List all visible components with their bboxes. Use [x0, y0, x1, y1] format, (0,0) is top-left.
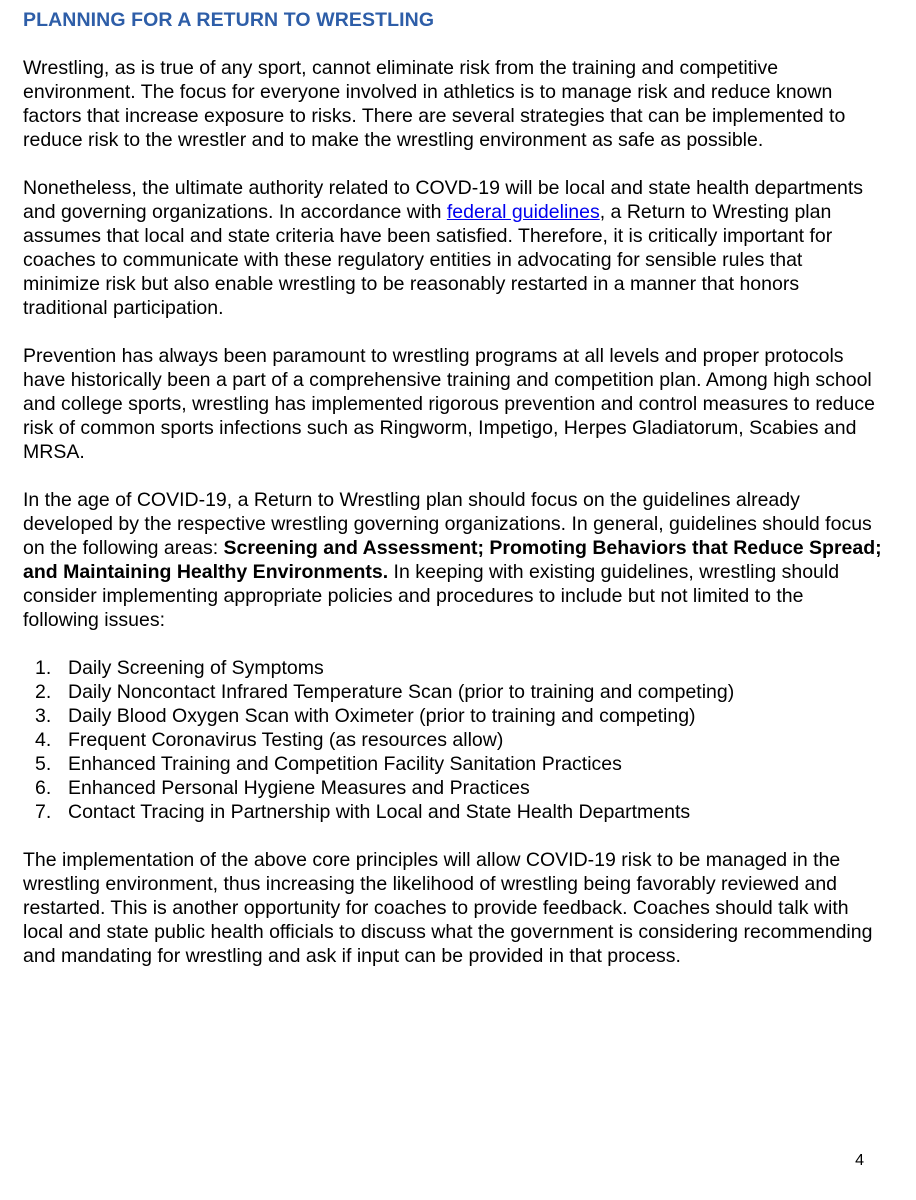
paragraph-prevention: Prevention has always been paramount to wrestling programs at all levels and proper protocols have historically been a part of a comprehensive training and competition plan. Among high school and college sports, wrestling has implemented rigorous prevention and control measures to reduce risk of common sports infections such as Ringworm, Impetigo, Herpes Gladiatorum, Scabies and MRSA.	[23, 345, 875, 463]
page-number: 4	[855, 1152, 864, 1169]
paragraph-authority-text-end: , a Return to Wresting plan assumes that local and state criteria have been satisfied. Therefore, it is critically important for coaches to communicate with these regulatory entities in advocating for sensible rules that minimize risk but also enable wrestling to be reasonably restarted in a manner that honors traditional participation.	[23, 201, 833, 319]
focus-areas-bold-text: Screening and Assessment; Promoting Behaviors that Reduce Spread; and Maintaining Healthy Environments.	[23, 537, 882, 583]
list-item-text: Frequent Coronavirus Testing (as resources allow)	[68, 729, 504, 751]
list-item	[23, 728, 883, 752]
paragraph-authority	[23, 176, 883, 320]
federal-guidelines-link[interactable]: federal guidelines	[446, 201, 600, 223]
list-item	[23, 680, 883, 704]
paragraph-authority-text-start: Nonetheless, the ultimate authority related to COVD-19 will be local and state health departments and governing organizations. In accordance with	[23, 177, 864, 223]
paragraph-covid-plan-text-end: In keeping with existing guidelines, wrestling should consider implementing appropriate policies and procedures to include but not limited to the following issues:	[23, 561, 840, 631]
list-item-number: 5.	[35, 753, 52, 775]
list-item	[23, 752, 883, 776]
section-heading: PLANNING FOR A RETURN TO WRESTLING	[23, 9, 435, 31]
list-item-number: 3.	[35, 705, 52, 727]
paragraph-risk-management: Wrestling, as is true of any sport, cannot eliminate risk from the training and competitive environment. The focus for everyone involved in athletics is to manage risk and reduce known factors that increase exposure to risks. There are several strategies that can be implemented to reduce risk to the wrestler and to make the wrestling environment as safe as possible.	[23, 57, 846, 151]
list-item	[23, 656, 883, 680]
list-item-text: Daily Noncontact Infrared Temperature Scan (prior to training and competing)	[68, 681, 735, 703]
paragraph-covid-plan-text-start: In the age of COVID-19, a Return to Wrestling plan should focus on the guidelines already developed by the respective wrestling governing organizations. In general, guidelines should focus on the following areas:	[23, 489, 872, 559]
list-item-number: 7.	[35, 801, 52, 823]
list-item	[23, 800, 883, 824]
paragraph-implementation: The implementation of the above core principles will allow COVID-19 risk to be managed in the wrestling environment, thus increasing the likelihood of wrestling being favorably reviewed and restarted. This is another opportunity for coaches to provide feedback. Coaches should talk with local and state public health officials to discuss what the government is considering recommending and mandating for wrestling and ask if input can be provided in that process.	[23, 849, 873, 967]
list-item-number: 1.	[35, 657, 52, 679]
list-item-text: Daily Screening of Symptoms	[68, 657, 324, 679]
list-item-text: Daily Blood Oxygen Scan with Oximeter (prior to training and competing)	[68, 705, 696, 727]
document-page	[23, 8, 883, 992]
issues-list	[23, 656, 883, 824]
list-item-text: Enhanced Training and Competition Facility Sanitation Practices	[68, 753, 622, 775]
list-item-text: Contact Tracing in Partnership with Local and State Health Departments	[68, 801, 691, 823]
list-item	[23, 776, 883, 800]
list-item	[23, 704, 883, 728]
paragraph-covid-plan	[23, 488, 883, 632]
list-item-number: 4.	[35, 729, 52, 751]
list-item-number: 6.	[35, 777, 52, 799]
list-item-text: Enhanced Personal Hygiene Measures and Practices	[68, 777, 530, 799]
list-item-number: 2.	[35, 681, 52, 703]
